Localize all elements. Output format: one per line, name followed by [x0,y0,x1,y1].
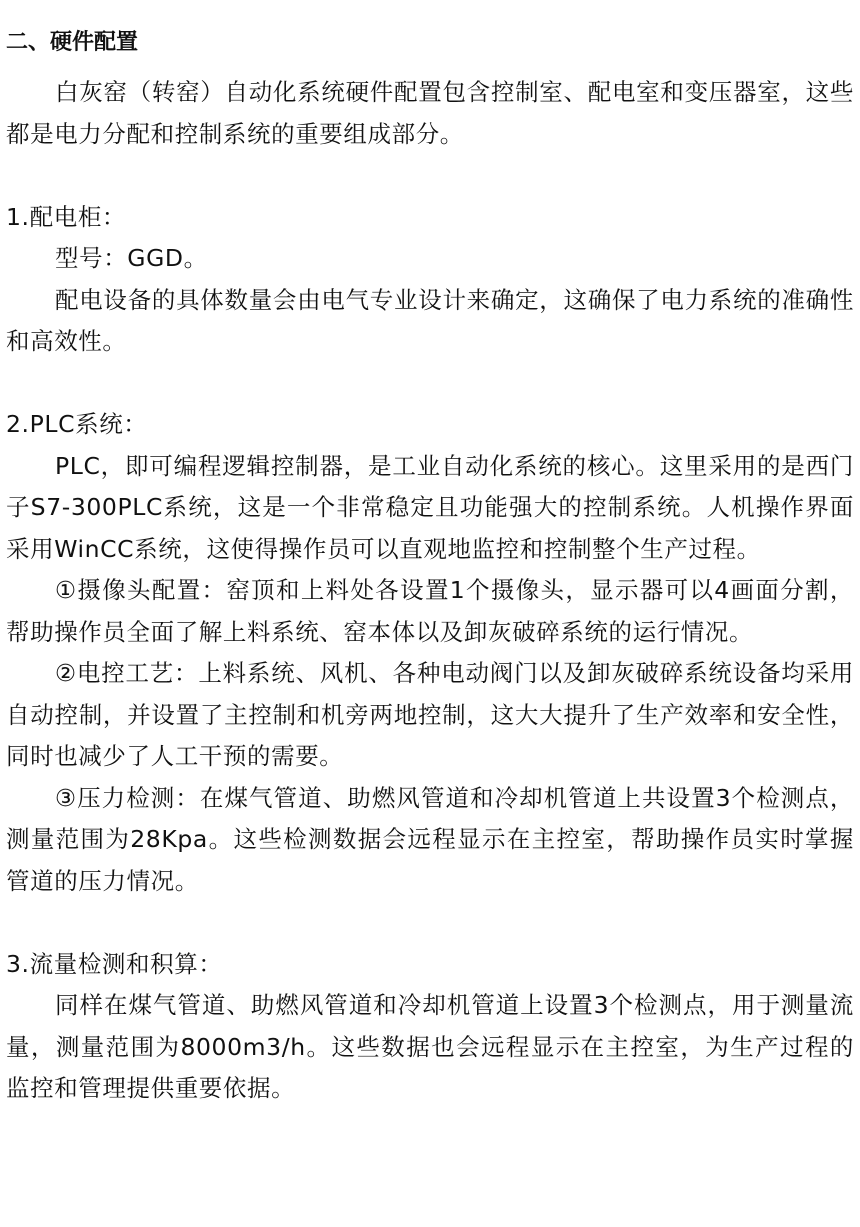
section-title: 二、硬件配置 [6,30,139,55]
cabinet-model-paragraph: 型号：GGD。 [55,244,208,272]
spacer [6,155,854,197]
document-body [6,26,854,1110]
plc-description-paragraph: PLC，即可编程逻辑控制器，是工业自动化系统的核心。这里采用的是西门子S7-300PLC系统，这是一个非常稳定且功能强大的控制系统。人机操作界面采用WinCC系统，这使得操作员可以直观地监控和控制整个生产过程。 [6,451,854,563]
pressure-detection-paragraph: ③压力检测：在煤气管道、助燃风管道和冷却机管道上共设置3个检测点，测量范围为28Kpa。这些检测数据会远程显示在主控室，帮助操作员实时掌握管道的压力情况。 [6,783,854,895]
item-title-flow-detection: 3.流量检测和积算： [6,949,223,978]
item-title-distribution-cabinet: 1.配电柜： [6,202,127,231]
flow-detection-paragraph: 同样在煤气管道、助燃风管道和冷却机管道上设置3个检测点，用于测量流量，测量范围为8000m3/h。这些数据也会远程显示在主控室，为生产过程的监控和管理提供重要依据。 [6,991,854,1102]
item-title-plc-system: 2.PLC系统： [6,410,148,438]
spacer [6,902,854,944]
spacer [6,363,854,405]
cabinet-quantity-paragraph: 配电设备的具体数量会由电气专业设计来确定，这确保了电力系统的准确性和高效性。 [6,285,854,355]
intro-paragraph: 白灰窑（转窑）自动化系统硬件配置包含控制室、配电室和变压器室，这些都是电力分配和控制系统的重要组成部分。 [6,78,854,148]
camera-config-paragraph: ①摄像头配置：窑顶和上料处各设置1个摄像头，显示器可以4画面分割，帮助操作员全面了解上料系统、窑本体以及卸灰破碎系统的运行情况。 [6,576,854,646]
electric-control-paragraph: ②电控工艺：上料系统、风机、各种电动阀门以及卸灰破碎系统设备均采用自动控制，并设置了主控制和机旁两地控制，这大大提升了生产效率和安全性，同时也减少了人工干预的需要。 [6,659,854,770]
